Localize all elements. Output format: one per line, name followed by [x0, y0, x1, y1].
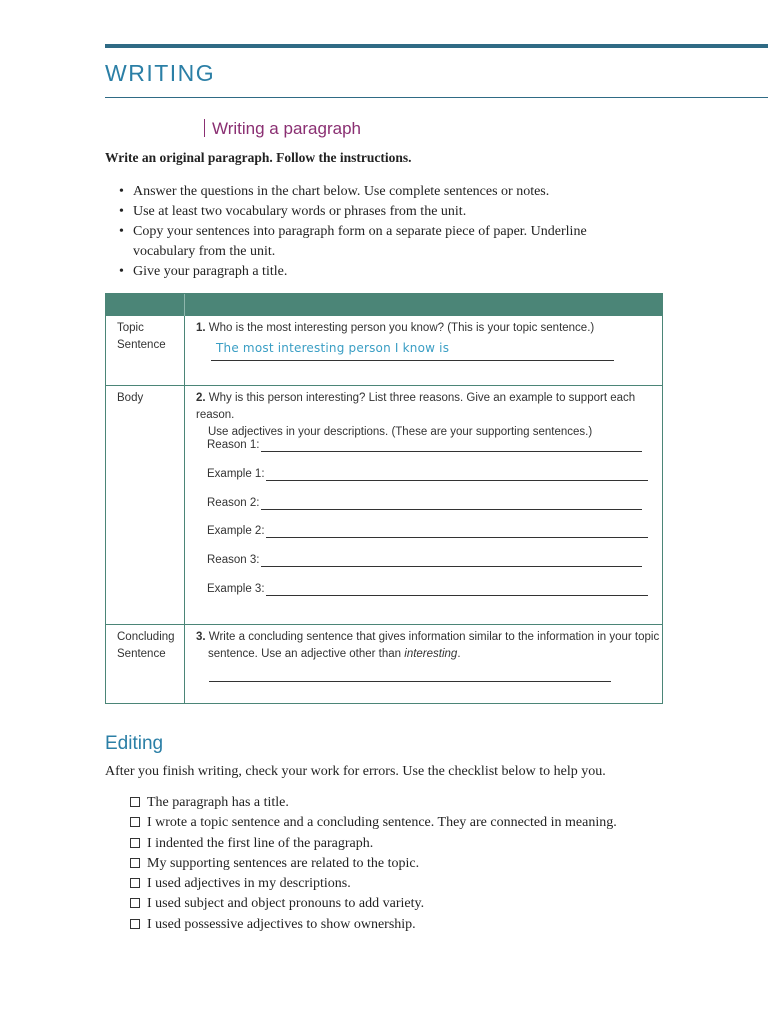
section-title — [204, 119, 361, 139]
checklist-item — [130, 915, 617, 935]
header-bottom-rule — [105, 97, 768, 98]
editing-instruction: After you finish writing, check your work for errors. Use the checklist below to help you. — [105, 764, 606, 779]
editing-checklist — [130, 793, 617, 935]
row-label-line: Topic — [117, 322, 144, 334]
checkbox[interactable] — [130, 919, 140, 929]
field-label-example-3: Example 3: — [207, 583, 265, 595]
checklist-item — [130, 854, 617, 874]
question-text: Use adjectives in your descriptions. (These are your supporting sentences.) — [208, 426, 593, 438]
answer-line-reason-3[interactable] — [261, 566, 642, 567]
instruction-bullets — [117, 182, 617, 282]
bullet-item: • Use at least two vocabulary words or phrases from the unit. — [117, 202, 617, 222]
field-label-example-1: Example 1: — [207, 468, 265, 480]
checklist-item — [130, 834, 617, 854]
bullet-item: • Give your paragraph a title. — [117, 262, 617, 282]
bullet-item: • Copy your sentences into paragraph form on a separate piece of paper. Underline vocabulary from the unit. — [117, 222, 617, 262]
checklist-item — [130, 793, 617, 813]
topic-answer-handwriting: The most interesting person I know is — [216, 341, 450, 355]
question-number: 3. — [196, 631, 206, 643]
question-text-part: . — [457, 648, 461, 660]
question-number: 1. — [196, 322, 206, 334]
checkbox[interactable] — [130, 817, 140, 827]
field-label-reason-3: Reason 3: — [207, 554, 260, 566]
bullet-item: • Answer the questions in the chart below. Use complete sentences or notes. — [117, 182, 617, 202]
checklist-item-text: My supporting sentences are related to the topic. — [147, 855, 420, 871]
section-instruction: Write an original paragraph. Follow the instructions. — [105, 150, 412, 165]
question-number: 2. — [196, 392, 206, 404]
chart-header-bar — [106, 294, 662, 316]
question-text: Who is the most interesting person you know? (This is your topic sentence.) — [208, 322, 595, 334]
checklist-item-text: I used subject and object pronouns to add variety. — [147, 896, 425, 912]
checklist-item-text: I indented the first line of the paragraph. — [147, 835, 374, 851]
topic-answer-line[interactable] — [211, 360, 614, 361]
checklist-item-text: I used adjectives in my descriptions. — [147, 876, 351, 892]
editing-title: Editing — [105, 733, 164, 754]
question-concluding — [196, 629, 661, 663]
chart-row-divider — [106, 624, 662, 625]
answer-line-reason-2[interactable] — [261, 509, 642, 510]
field-label-example-2: Example 2: — [207, 525, 265, 537]
question-text: Write a concluding sentence that gives information similar to the information in your topic — [208, 631, 660, 643]
row-label-body: Body — [117, 392, 144, 404]
checkbox[interactable] — [130, 858, 140, 868]
checklist-item — [130, 894, 617, 914]
row-label-topic — [117, 320, 166, 354]
chart-row-divider — [106, 385, 662, 386]
question-body — [196, 390, 661, 441]
question-text — [196, 646, 661, 663]
checkbox[interactable] — [130, 797, 140, 807]
chart-header-divider — [184, 294, 185, 316]
section-title-text: Writing a paragraph — [212, 119, 361, 138]
checklist-item-text: The paragraph has a title. — [147, 795, 289, 810]
answer-line-reason-1[interactable] — [261, 451, 642, 452]
checklist-item-text: I wrote a topic sentence and a concluding sentence. They are connected in meaning. — [147, 815, 617, 831]
question-text: Why is this person interesting? List three reasons. Give an example to support each reason. — [196, 392, 636, 421]
answer-line-example-1[interactable] — [266, 480, 648, 481]
answer-line-example-2[interactable] — [266, 537, 648, 538]
field-label-reason-1: Reason 1: — [207, 439, 260, 451]
row-label-line: Sentence — [117, 339, 166, 351]
row-label-concluding — [117, 629, 175, 663]
checklist-item — [130, 813, 617, 833]
header-top-rule — [105, 44, 768, 48]
row-label-line: Concluding — [117, 631, 175, 643]
page-title: WRITING — [105, 60, 216, 86]
checklist-item-text: I used possessive adjectives to show ownership. — [147, 916, 416, 932]
paragraph-chart — [105, 293, 663, 704]
question-emphasis: interesting — [404, 648, 458, 660]
concluding-answer-line[interactable] — [209, 681, 611, 682]
answer-line-example-3[interactable] — [266, 595, 648, 596]
checkbox[interactable] — [130, 878, 140, 888]
checkbox[interactable] — [130, 898, 140, 908]
chart-column-divider — [184, 294, 185, 703]
checkbox[interactable] — [130, 838, 140, 848]
question-topic — [196, 320, 661, 337]
checklist-item — [130, 874, 617, 894]
section-title-bar — [204, 119, 205, 137]
field-label-reason-2: Reason 2: — [207, 497, 260, 509]
row-label-line: Sentence — [117, 648, 166, 660]
question-text-part: sentence. Use an adjective other than — [208, 648, 405, 660]
